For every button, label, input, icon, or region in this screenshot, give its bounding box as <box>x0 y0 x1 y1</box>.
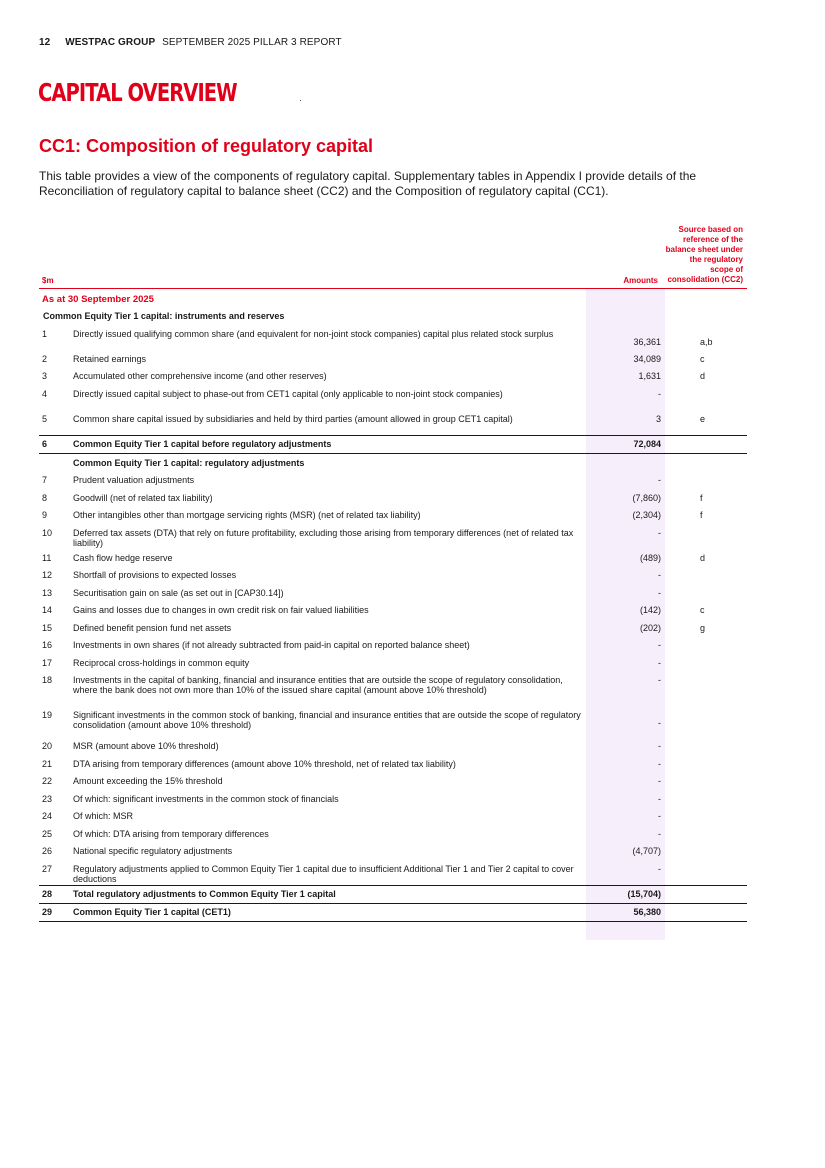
table-row <box>39 489 747 507</box>
row-source <box>661 471 747 475</box>
row-description: DTA arising from temporary differences (amount above 10% threshold, net of related tax liability) <box>73 758 456 769</box>
row-source: f <box>700 510 703 520</box>
cc1-table <box>39 214 747 922</box>
row-number: 12 <box>42 570 53 580</box>
group-heading-label: Common Equity Tier 1 capital: regulatory adjustments <box>73 457 305 468</box>
row-source <box>661 737 747 741</box>
row-description: Securitisation gain on sale (as set out in [CAP30.14]) <box>73 587 284 598</box>
row-amount: - <box>658 758 661 769</box>
row-number: 19 <box>42 710 53 720</box>
page-number: 12 <box>39 37 51 48</box>
row-source: a,b <box>700 336 713 347</box>
row-description: Deferred tax assets (DTA) that rely on future profitability, excluding those arising from temporary differences (net of related tax liability) <box>73 527 574 548</box>
table-row <box>39 825 747 843</box>
row-description: Prudent valuation adjustments <box>73 475 195 485</box>
row-amount: 1,631 <box>638 371 661 381</box>
row-number: 23 <box>42 793 53 804</box>
row-description: Common share capital issued by subsidiaries and held by third parties (amount allowed in group CET1 capital) <box>73 413 513 424</box>
row-amount: - <box>658 587 661 598</box>
row-description: National specific regulatory adjustments <box>73 846 233 856</box>
source-header: Source based on reference of the balance sheet under the regulatory scope of consolidation (CC2) <box>665 225 743 284</box>
row-source <box>661 807 747 811</box>
row-description: Common Equity Tier 1 capital (CET1) <box>73 906 231 917</box>
row-number: 13 <box>42 587 53 598</box>
row-source <box>661 636 747 640</box>
row-number: 1 <box>42 328 48 339</box>
row-source <box>661 566 747 570</box>
subtotal-row <box>39 885 747 904</box>
row-amount: - <box>658 793 661 804</box>
row-amount: - <box>658 657 661 668</box>
row-source <box>661 755 747 759</box>
row-amount: 56,380 <box>633 906 661 917</box>
row-amount: (4,707) <box>632 846 661 856</box>
row-number: 7 <box>42 475 48 485</box>
row-source <box>661 706 747 718</box>
table-row <box>39 755 747 773</box>
row-source <box>661 584 747 588</box>
row-source: d <box>700 371 706 381</box>
total-row <box>39 904 747 922</box>
row-amount: 36,361 <box>633 336 661 347</box>
row-number: 28 <box>42 888 53 899</box>
subtotal-row <box>39 435 747 454</box>
row-source: g <box>700 622 706 633</box>
row-number: 25 <box>42 828 53 839</box>
row-source <box>661 842 747 846</box>
row-description: Shortfall of provisions to expected losses <box>73 570 237 580</box>
row-description: MSR (amount above 10% threshold) <box>73 741 219 751</box>
row-description: Directly issued qualifying common share (and equivalent for non-joint stock companies) capital plus related stock surplus <box>73 328 554 339</box>
group-heading <box>39 307 747 325</box>
row-amount: - <box>658 718 661 728</box>
row-amount: (7,860) <box>632 492 661 503</box>
row-description: Total regulatory adjustments to Common Equity Tier 1 capital <box>73 888 336 899</box>
table-row <box>39 350 747 368</box>
row-number: 17 <box>42 657 53 668</box>
table-row <box>39 671 747 706</box>
row-amount: 3 <box>655 413 661 424</box>
row-description: Accumulated other comprehensive income (and other reserves) <box>73 371 327 381</box>
row-amount: - <box>658 527 661 538</box>
row-number: 3 <box>42 371 48 381</box>
unit-header: $m <box>42 276 54 285</box>
table-row <box>39 584 747 602</box>
intro-paragraph: This table provides a view of the components of regulatory capital. Supplementary tables in Appendix I provide details of the Reconciliation of regulatory capital to balance sheet (CC2) and the Composition of regulatory capital (CC1). <box>39 169 697 198</box>
row-amount: - <box>658 811 661 821</box>
row-amount: 72,084 <box>633 438 661 449</box>
row-amount: (15,704) <box>627 888 661 899</box>
row-description: Investments in the capital of banking, financial and insurance entities that are outside the scope of regulatory consolidation, where the bank does not own more than 10% of the issued share capital (amount above 10% threshold) <box>73 675 563 695</box>
row-description: Common Equity Tier 1 capital before regulatory adjustments <box>73 438 332 449</box>
row-source: f <box>700 492 703 503</box>
row-number: 15 <box>42 622 53 633</box>
row-number: 6 <box>42 438 48 449</box>
row-source <box>661 671 747 675</box>
as-at-label: As at 30 September 2025 <box>42 294 154 305</box>
row-number: 29 <box>42 906 53 917</box>
table-row <box>39 737 747 755</box>
page-header <box>39 37 342 48</box>
row-amount: - <box>658 475 661 485</box>
row-number: 21 <box>42 758 53 769</box>
row-source: c <box>700 353 705 364</box>
row-source <box>661 654 747 658</box>
row-source <box>661 904 747 908</box>
table-row <box>39 601 747 619</box>
row-number: 2 <box>42 353 48 364</box>
row-description: Regulatory adjustments applied to Common Equity Tier 1 capital due to insufficient Additional Tier 1 and Tier 2 capital to cover deductions <box>73 863 574 884</box>
table-row <box>39 619 747 637</box>
table-row <box>39 410 747 435</box>
row-number: 22 <box>42 776 53 786</box>
amounts-header: Amounts <box>623 276 658 285</box>
row-amount: - <box>658 828 661 839</box>
report-name: SEPTEMBER 2025 PILLAR 3 REPORT <box>162 37 342 48</box>
table-row <box>39 385 747 410</box>
table-row <box>39 506 747 524</box>
table-row <box>39 566 747 584</box>
row-amount: (142) <box>639 605 661 615</box>
row-amount: 34,089 <box>633 353 661 364</box>
row-source <box>661 790 747 794</box>
table-row <box>39 524 747 549</box>
row-source <box>661 860 747 872</box>
row-source: d <box>700 552 706 563</box>
row-source <box>661 385 747 397</box>
row-number: 20 <box>42 741 53 751</box>
row-number: 18 <box>42 675 53 685</box>
section-title: CAPITAL OVERVIEW <box>38 78 237 107</box>
row-number: 24 <box>42 811 53 821</box>
row-description: Goodwill (net of related tax liability) <box>73 492 213 503</box>
row-description: Defined benefit pension fund net assets <box>73 622 232 633</box>
table-row <box>39 471 747 489</box>
group-heading <box>39 454 747 472</box>
row-number: 26 <box>42 846 53 856</box>
row-source <box>661 524 747 536</box>
row-number: 10 <box>42 527 53 538</box>
row-number: 16 <box>42 640 53 650</box>
table-header <box>39 214 747 289</box>
table-row <box>39 549 747 567</box>
row-source: e <box>700 413 706 424</box>
row-description: Gains and losses due to changes in own credit risk on fair valued liabilities <box>73 605 369 615</box>
row-number: 14 <box>42 605 53 615</box>
row-source <box>661 886 747 890</box>
row-amount: - <box>658 388 661 399</box>
row-amount: (202) <box>639 622 661 633</box>
row-description: Cash flow hedge reserve <box>73 552 173 563</box>
table-row <box>39 790 747 808</box>
row-source: c <box>700 605 705 615</box>
row-amount: - <box>658 570 661 580</box>
row-description: Of which: DTA arising from temporary differences <box>73 828 269 839</box>
decorative-dot <box>300 100 301 101</box>
row-description: Directly issued capital subject to phase-out from CET1 capital (only applicable to non-joint stock companies) <box>73 388 503 399</box>
table-row <box>39 860 747 885</box>
table-row <box>39 636 747 654</box>
row-number: 27 <box>42 863 53 874</box>
row-number: 8 <box>42 492 48 503</box>
table-row <box>39 367 747 385</box>
table-row <box>39 654 747 672</box>
row-description: Reciprocal cross-holdings in common equity <box>73 657 250 668</box>
row-source <box>661 825 747 829</box>
table-row <box>39 807 747 825</box>
row-amount: (2,304) <box>632 510 661 520</box>
row-number: 5 <box>42 413 48 424</box>
table-title: CC1: Composition of regulatory capital <box>39 136 374 156</box>
row-source <box>661 772 747 776</box>
row-number: 4 <box>42 388 48 399</box>
row-amount: - <box>658 640 661 650</box>
row-source <box>661 436 747 440</box>
table-row <box>39 842 747 860</box>
row-description: Retained earnings <box>73 353 147 364</box>
row-amount: - <box>658 675 661 685</box>
row-description: Investments in own shares (if not already subtracted from paid-in capital on reported balance sheet) <box>73 640 470 650</box>
table-row <box>39 772 747 790</box>
row-description: Other intangibles other than mortgage servicing rights (MSR) (net of related tax liability) <box>73 510 421 520</box>
row-amount: - <box>658 741 661 751</box>
row-number: 11 <box>42 552 52 563</box>
row-description: Significant investments in the common stock of banking, financial and insurance entities that are outside the scope of regulatory consolidation (amount above 10% threshold) <box>73 710 581 730</box>
row-description: Of which: significant investments in the common stock of financials <box>73 793 339 804</box>
group-heading-label: Common Equity Tier 1 capital: instruments and reserves <box>43 311 285 321</box>
table-row <box>39 706 747 737</box>
row-amount: - <box>658 776 661 786</box>
table-row <box>39 325 747 350</box>
row-description: Amount exceeding the 15% threshold <box>73 776 223 786</box>
brand-name: WESTPAC GROUP <box>65 37 156 48</box>
row-amount: (489) <box>639 552 661 563</box>
row-description: Of which: MSR <box>73 811 134 821</box>
row-amount: - <box>658 863 661 874</box>
row-number: 9 <box>42 510 48 520</box>
